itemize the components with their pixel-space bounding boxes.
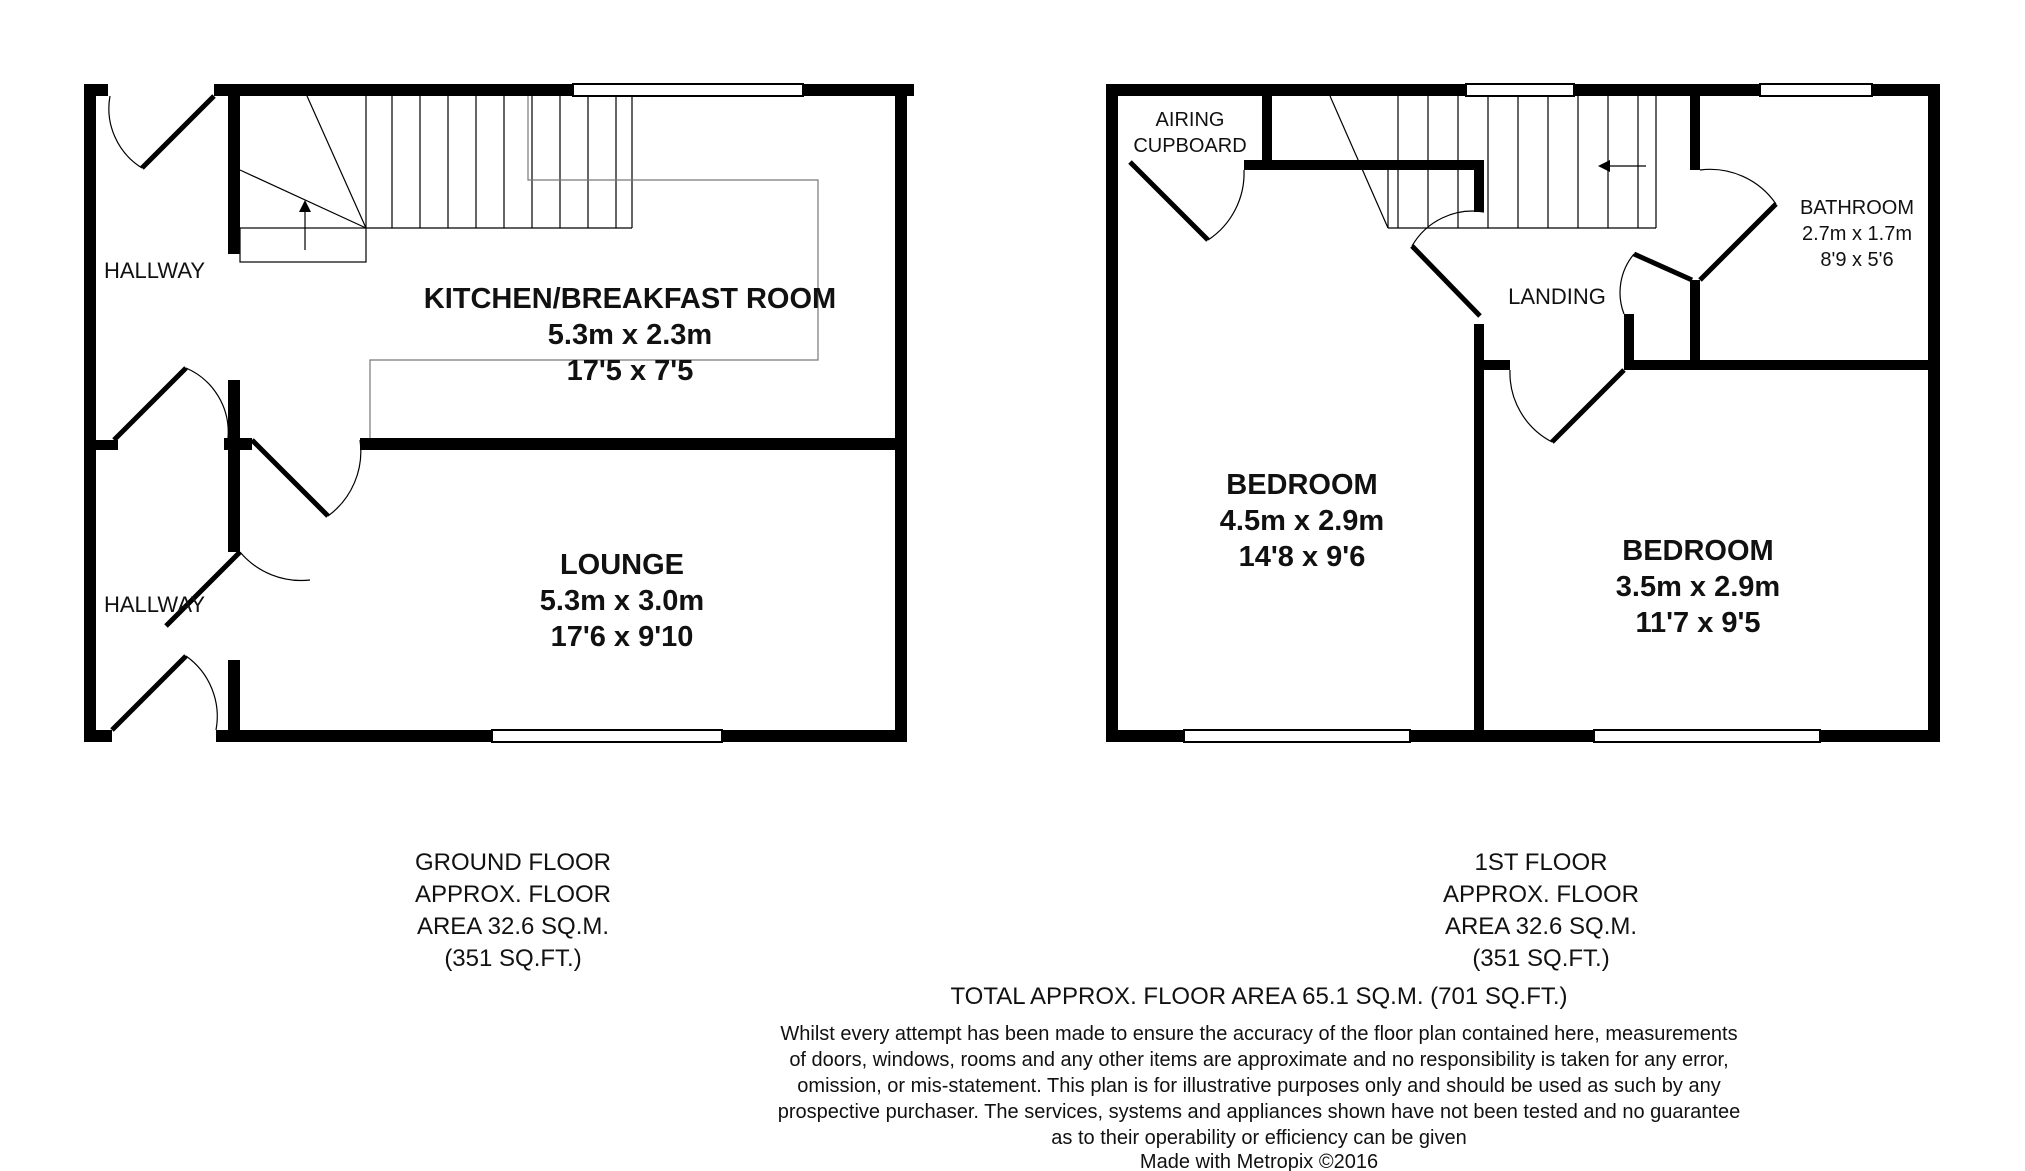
gf-hallway-upper-label: HALLWAY [104,258,206,283]
gf-front-door-upper [142,96,214,168]
disclaimer-line3: omission, or mis-statement. This plan is for illustrative purposes only and should be used as such by any [797,1075,1721,1097]
bathroom-imperial: 8'9 x 5'6 [1820,249,1894,271]
ff-bedroom1-door [1412,246,1480,316]
lounge-metric: 5.3m x 3.0m [539,585,705,617]
ff-bedroom2-wall-top [1624,360,1940,370]
ff-stair-wall-top [1244,160,1484,170]
ff-bathroom-wall-top [1690,96,1700,170]
ff-airing-wall [1262,96,1272,166]
lounge-imperial: 17'6 x 9'10 [550,621,694,653]
gf-kitchen-window [573,84,803,96]
first-floor-caption [1443,849,1639,972]
total-area: TOTAL APPROX. FLOOR AREA 65.1 SQ.M. (701 SQ.FT.) [950,983,1568,1010]
kitchen-metric: 5.3m x 2.3m [547,319,713,351]
gf-south-wall-stub [84,730,112,742]
disclaimer [778,1023,1740,1171]
gf-lounge-window [492,730,722,742]
metropix-credit: Made with Metropix ©2016 [1139,1151,1379,1171]
ff-caption-line1: 1ST FLOOR [1474,849,1608,876]
ground-floor-plan [84,84,914,742]
gf-hall-divider [84,440,118,450]
gf-hall-wall-upper [228,380,240,552]
gf-caption-line2: APPROX. FLOOR [414,881,612,908]
bedroom1-name: BEDROOM [1226,469,1378,501]
bedroom2-metric: 3.5m x 2.9m [1615,571,1781,603]
ff-bathroom-window [1760,84,1872,96]
gf-north-wall [214,84,914,96]
ff-stair-wall-side [1474,160,1484,212]
lounge-name: LOUNGE [559,549,685,581]
bedroom1-imperial: 14'8 x 9'6 [1238,541,1366,573]
gf-west-wall [84,84,96,742]
ff-cupboard-door [1634,254,1692,280]
gf-hall-wall-lower [228,660,240,730]
ff-bathroom-wall-mid [1690,280,1700,364]
kitchen-imperial: 17'5 x 7'5 [566,355,694,387]
ff-east-wall [1928,84,1940,742]
gf-lounge-kitchen-door [252,440,328,516]
ff-caption-line4: (351 SQ.FT.) [1472,945,1610,972]
disclaimer-line1: Whilst every attempt has been made to ensure the accuracy of the floor plan contained here, measurements [780,1023,1738,1045]
gf-east-wall [895,84,907,742]
gf-caption-line3: AREA 32.6 SQ.M. [416,913,610,940]
bathroom-metric: 2.7m x 1.7m [1801,223,1913,245]
ff-bedroom-divider [1474,324,1484,742]
gf-staircase [240,96,632,262]
airing-cupboard-label-2: CUPBOARD [1133,135,1247,157]
bedroom2-name: BEDROOM [1622,535,1774,567]
gf-front-door-lower [112,656,186,730]
ff-bedroom1-window [1184,730,1410,742]
ff-bathroom-door [1700,204,1776,280]
gf-stair-wall [228,96,240,254]
gf-hallway-lower-label: HALLWAY [104,592,206,617]
bathroom-name: BATHROOM [1799,197,1915,219]
ground-floor-caption [415,849,611,972]
first-floor-plan [1106,84,1940,742]
gf-kitchen-lounge-wall [360,438,895,450]
gf-caption-line4: (351 SQ.FT.) [444,945,582,972]
kitchen-name: KITCHEN/BREAKFAST ROOM [423,283,837,315]
disclaimer-line2: of doors, windows, rooms and any other items are approximate and no responsibility is taken for any error, [789,1049,1729,1071]
airing-cupboard-label-1: AIRING [1155,109,1225,131]
gf-caption-line1: GROUND FLOOR [414,849,612,876]
ff-bedroom2-door [1552,370,1624,442]
landing-label: LANDING [1508,284,1606,309]
gf-hall-door [114,368,186,440]
ff-airing-door [1130,162,1208,240]
ff-stair-arrow-icon [1598,160,1610,172]
ff-bedroom2-wall-stub [1484,360,1510,370]
bedroom1-metric: 4.5m x 2.9m [1219,505,1385,537]
gf-wall-stub [224,438,252,450]
gf-north-wall-stub [84,84,108,96]
bedroom2-imperial: 11'7 x 9'5 [1635,607,1761,639]
ff-caption-line3: AREA 32.6 SQ.M. [1444,913,1638,940]
ff-west-wall [1106,84,1118,742]
ff-caption-line2: APPROX. FLOOR [1442,881,1640,908]
ff-landing-window [1466,84,1574,96]
disclaimer-line4: prospective purchaser. The services, systems and appliances shown have not been tested and no guarantee [777,1101,1741,1123]
ff-bedroom2-window [1594,730,1820,742]
disclaimer-line5: as to their operability or efficiency can be given [1051,1127,1467,1149]
